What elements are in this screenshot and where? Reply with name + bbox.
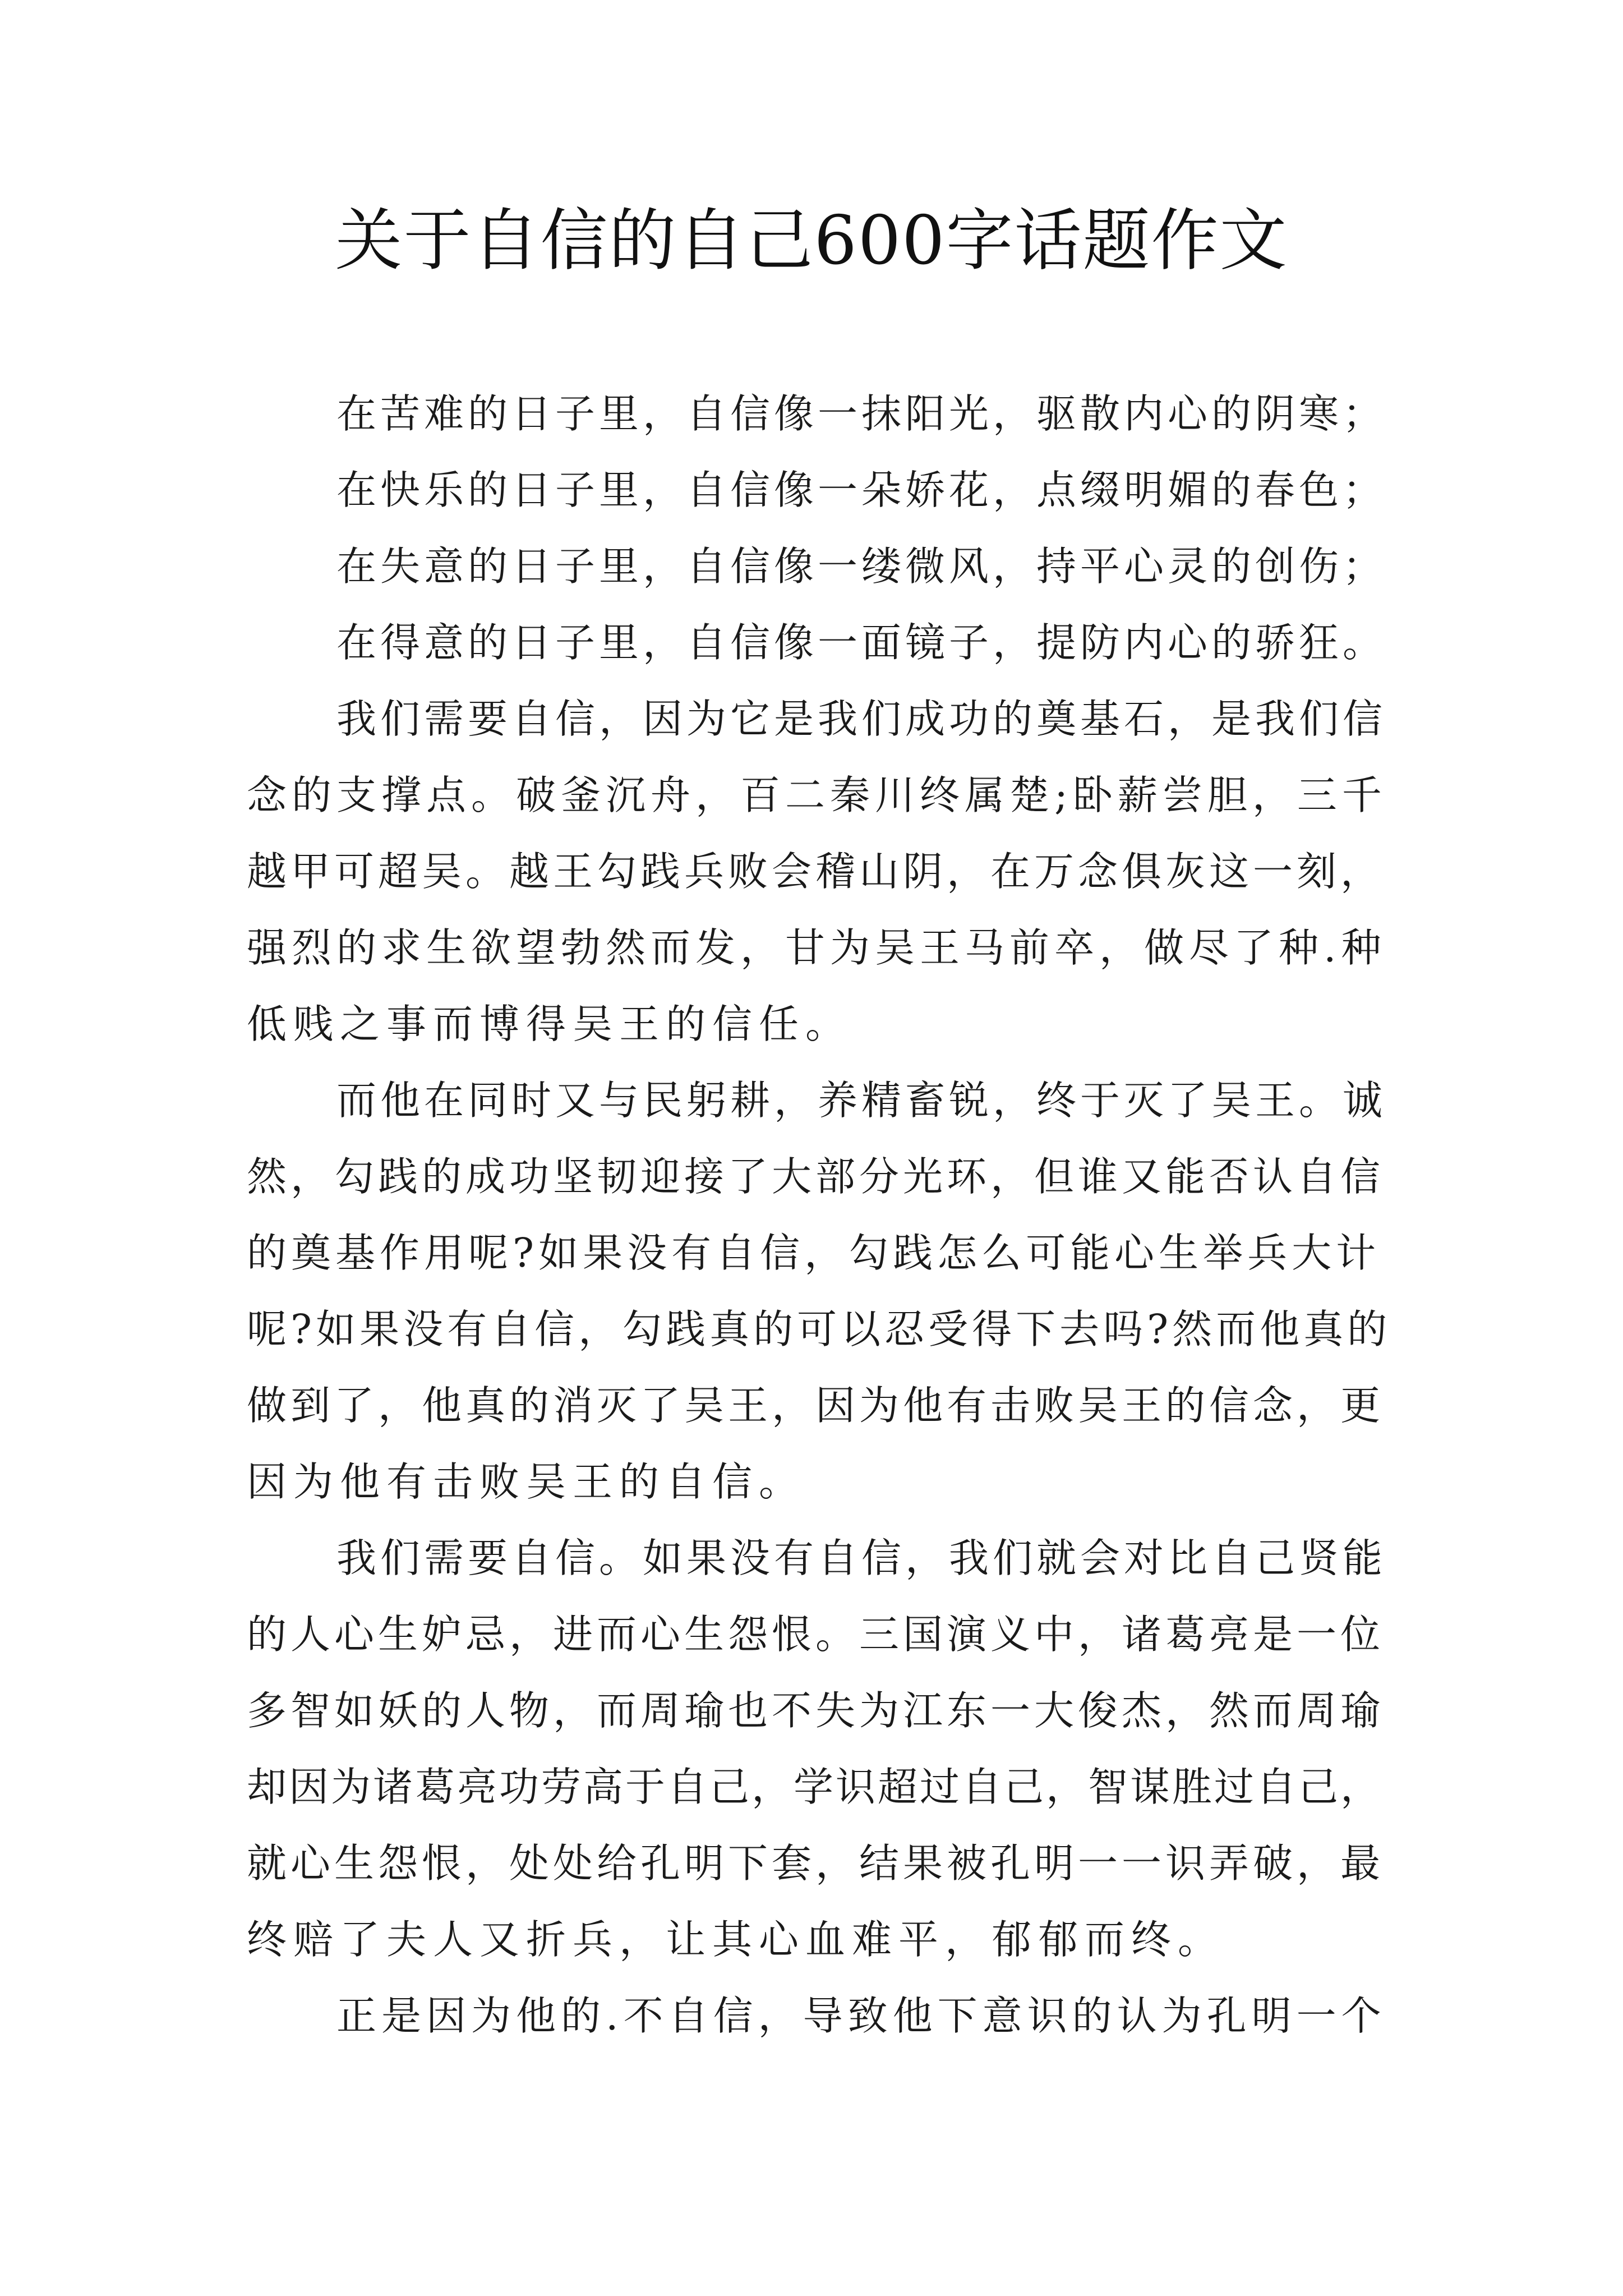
text-line: 我们需要自信，因为它是我们成功的奠基石，是我们信 [336,696,1387,742]
text-line: 在失意的日子里，自信像一缕微风，持平心灵的创伤； [336,543,1387,590]
text-line: 的人心生妒忌，进而心生怨恨。三国演义中，诸葛亮是一位 [247,1611,1385,1658]
text-line: 就心生怨恨，处处给孔明下套，结果被孔明一一识弄破，最 [247,1840,1385,1887]
text-line: 在苦难的日子里，自信像一抹阳光，驱散内心的阴寒； [336,390,1387,437]
document-title: 关于自信的自己600字话题作文 [335,202,1288,280]
text-line: 强烈的求生欲望勃然而发，甘为吴王马前卒，做尽了种.种 [247,924,1386,971]
text-line: 因为他有击败吴王的自信。 [247,1458,806,1505]
text-line: 终赔了夫人又折兵，让其心血难平，郁郁而终。 [247,1916,1225,1963]
text-line: 却因为诸葛亮功劳高于自己，学识超过自己，智谋胜过自己， [247,1764,1383,1810]
text-line: 多智如妖的人物，而周瑜也不失为江东一大俊杰，然而周瑜 [247,1687,1385,1734]
text-line: 越甲可超吴。越王勾践兵败会稽山阴，在万念俱灰这一刻， [247,848,1385,895]
text-line: 的奠基作用呢?如果没有自信，勾践怎么可能心生举兵大计 [247,1230,1381,1276]
text-line: 而他在同时又与民躬耕，养精畜锐，终于灭了吴王。诚 [336,1077,1387,1124]
text-line: 我们需要自信。如果没有自信，我们就会对比自己贤能 [336,1535,1387,1581]
document-body [247,376,1391,2054]
text-line: 念的支撑点。破釜沉舟，百二秦川终属楚;卧薪尝胆，三千 [247,772,1387,818]
text-line: 呢?如果没有自信，勾践真的可以忍受得下去吗?然而他真的 [247,1306,1391,1352]
text-line: 在快乐的日子里，自信像一朵娇花，点缀明媚的春色； [336,467,1387,513]
text-line: 然，勾践的成功坚韧迎接了大部分光环，但谁又能否认自信 [247,1153,1385,1200]
text-line: 做到了，他真的消灭了吴王，因为他有击败吴王的信念，更 [247,1382,1385,1429]
text-line: 正是因为他的.不自信，导致他下意识的认为孔明一个 [336,1993,1386,2039]
text-line: 在得意的日子里，自信像一面镜子，提防内心的骄狂。 [336,619,1387,666]
text-line: 低贱之事而博得吴王的信任。 [247,1001,852,1047]
